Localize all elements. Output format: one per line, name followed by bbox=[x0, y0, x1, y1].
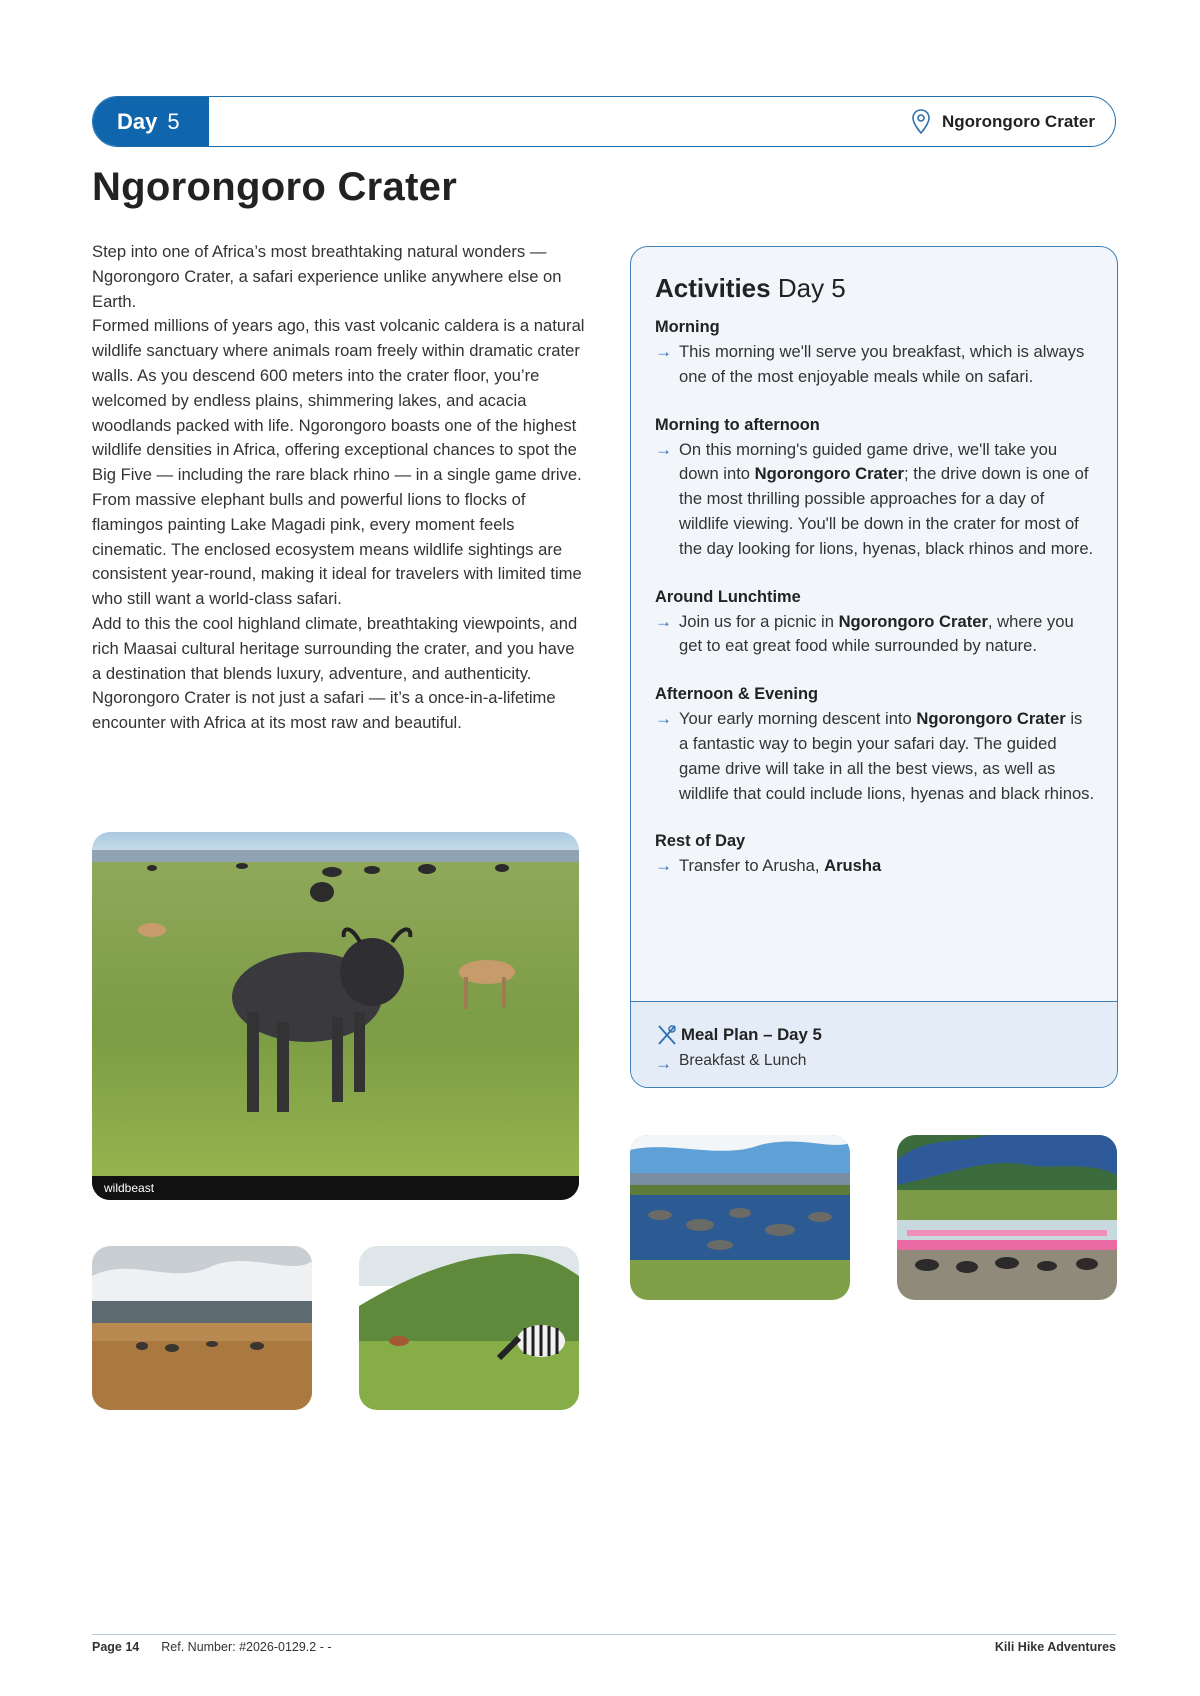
activity-section-morning-to-afternoon bbox=[655, 416, 1095, 562]
day-label: Day bbox=[117, 108, 158, 134]
photo-caption: wildbeast bbox=[92, 1176, 579, 1200]
day-number: 5 bbox=[167, 108, 180, 134]
cutlery-icon bbox=[655, 1024, 679, 1046]
section-text: Your early morning descent into Ngorongoro Crater is a fantastic way to begin your safari day. The guided game drive will take in all the best views, as well as wildlife that could include lions, hyenas and black rhinos. bbox=[679, 709, 1095, 803]
arrow-right-icon: → bbox=[655, 856, 672, 876]
activities-box bbox=[630, 246, 1118, 1088]
zebra-photo bbox=[359, 1246, 579, 1410]
activities-title: Activities Day 5 bbox=[655, 273, 846, 303]
arrow-right-icon: → bbox=[655, 439, 672, 459]
section-label: Morning to afternoon bbox=[655, 415, 820, 434]
arrow-right-icon: → bbox=[655, 709, 672, 729]
day-header-bar bbox=[92, 96, 1116, 147]
flamingo-photo bbox=[897, 1135, 1117, 1300]
arrow-right-icon: → bbox=[655, 342, 672, 361]
section-label: Morning bbox=[655, 318, 720, 336]
section-label: Afternoon & Evening bbox=[655, 685, 818, 704]
company-name: Kili Hike Adventures bbox=[994, 1640, 1116, 1654]
section-text: Transfer to Arusha, Arusha bbox=[679, 856, 882, 876]
crater-clouds-photo bbox=[92, 1246, 312, 1410]
activity-section-morning bbox=[655, 318, 1095, 390]
arrow-right-icon: → bbox=[655, 1054, 672, 1073]
header-location-text: Ngorongoro Crater bbox=[942, 111, 1095, 131]
hippo-pool-photo bbox=[630, 1135, 850, 1300]
footer bbox=[92, 1640, 1116, 1654]
meal-plan-title: Meal Plan – Day 5 bbox=[681, 1025, 822, 1044]
header-location bbox=[910, 97, 1095, 146]
intro-paragraph: From massive elephant bulls and powerful lions to flocks of flamingos painting Lake Magadi pink, every moment feels cinematic. The enclosed ecosystem means wildlife sightings are consistent year-round, making it ideal for travelers with limited time who still want a world-class safari. bbox=[92, 489, 582, 609]
arrow-right-icon: → bbox=[655, 611, 672, 631]
activity-section-rest-of-day bbox=[655, 832, 1095, 879]
section-text: On this morning's guided game drive, we'll take you down into Ngorongoro Crater; the drive down is one of the most thrilling possible approaches for a day of wildlife viewing. You'll be down in the crater for most of the day looking for lions, hyenas, black rhinos and more. bbox=[679, 439, 1094, 558]
section-text: Join us for a picnic in Ngorongoro Crater, where you get to eat great food while surrounded by nature. bbox=[679, 611, 1074, 656]
day-badge bbox=[93, 97, 209, 146]
intro-paragraph: Step into one of Africa’s most breathtaking natural wonders — Ngorongoro Crater, a safari experience unlike anywhere else on Earth. bbox=[92, 242, 562, 311]
section-text: This morning we'll serve you breakfast, which is always one of the most enjoyable meals while on safari. bbox=[679, 342, 1085, 386]
section-label: Rest of Day bbox=[655, 832, 746, 851]
reference-number: Ref. Number: #2026-0129.2 - - bbox=[161, 1640, 332, 1654]
footer-divider bbox=[92, 1634, 1116, 1635]
intro-text bbox=[92, 240, 587, 736]
wildebeest-photo bbox=[92, 832, 579, 1200]
intro-paragraph: Add to this the cool highland climate, breathtaking viewpoints, and rich Maasai cultural heritage surrounding the crater, and you have a destination that blends luxury, adventure, and authenticity. Ngorongoro Crater is not just a safari — it’s a once-in-a-lifetime encounter with Africa at its most raw and beautiful. bbox=[92, 613, 578, 733]
section-label: Around Lunchtime bbox=[655, 587, 801, 606]
meal-plan bbox=[631, 1001, 1117, 1088]
activity-section-lunchtime bbox=[655, 588, 1095, 660]
intro-paragraph: Formed millions of years ago, this vast volcanic caldera is a natural wildlife sanctuary where animals roam freely within dramatic crater walls. As you descend 600 meters into the crater floor, you’re welcomed by endless plains, shimmering lakes, and acacia woodlands packed with life. Ngorongoro boasts one of the highest wildlife densities in Africa, offering exceptional chances to spot the Big Five — including the rare black rhino — in a single game drive. bbox=[92, 316, 585, 485]
activity-section-afternoon-evening bbox=[655, 685, 1095, 806]
page-title: Ngorongoro Crater bbox=[92, 165, 458, 209]
page-number: Page 14 bbox=[92, 1640, 140, 1654]
location-pin-icon bbox=[910, 108, 932, 136]
meal-plan-value: Breakfast & Lunch bbox=[679, 1052, 807, 1069]
